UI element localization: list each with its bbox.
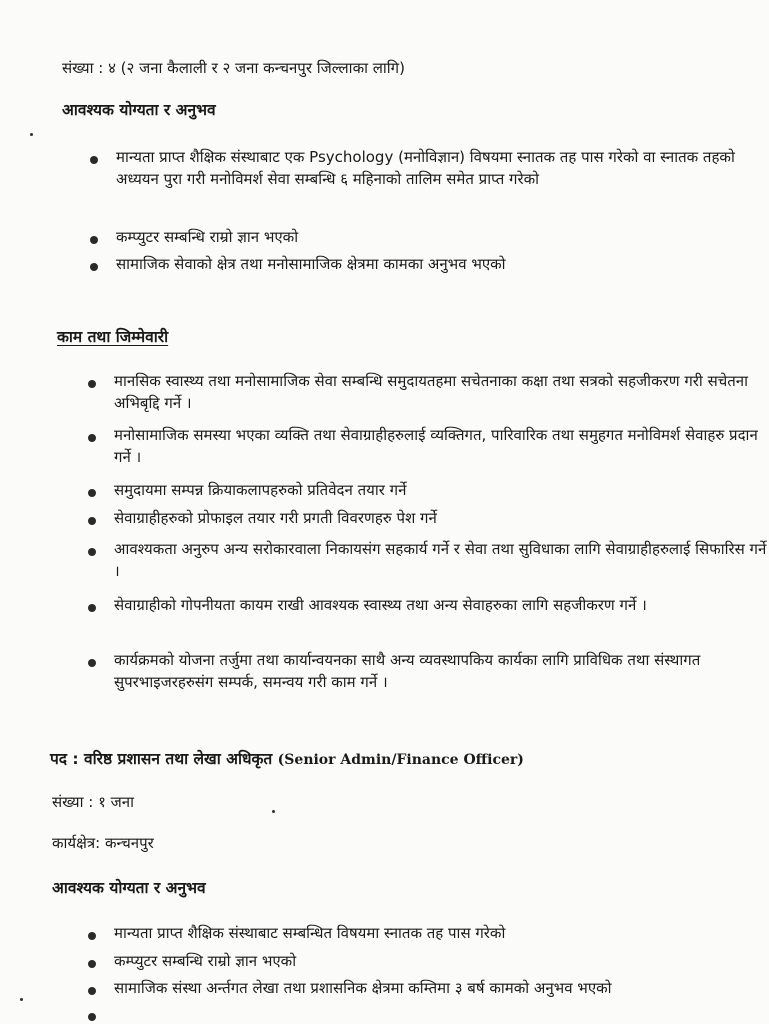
bullet-icon (90, 236, 98, 244)
bullet-icon (90, 263, 98, 271)
list-item: आवश्यकता अनुरुप अन्य सरोकारवाला निकायसंग सहकार्य गर्ने र सेवा तथा सुविधाका लागि सेवाग्राहीहरुलाई सिफारिस गर्ने । (114, 540, 767, 580)
list-item: मान्यता प्राप्त शैक्षिक संस्थाबाट एक Psychology (मनोविज्ञान) विषयमा स्नातक तह पास गरेको वा स्नातक तहको अध्ययन पुरा गरी मनोविमर्श सेवा सम्बन्धि ६ महिनाको तालिम समेत प्राप्त गरेको (116, 148, 735, 188)
bullet-icon (90, 156, 98, 164)
bullet-icon (88, 380, 96, 388)
qualification-heading: आवश्यक योग्यता र अनुभव (62, 101, 216, 119)
qualification-heading: आवश्यक योग्यता र अनुभव (52, 879, 206, 897)
list-item: कार्यक्रमको योजना तर्जुमा तथा कार्यान्वयनका साथै अन्य व्यवस्थापकिय कार्यका लागि प्राविधिक तथा संस्थागत सुपरभाइजरहरुसंग सम्पर्क, समन्वय गरी काम गर्ने । (114, 651, 701, 691)
position-title-en: (Senior Admin/Finance Officer) (277, 752, 524, 768)
position-count-line: संख्या : १ जना (52, 793, 134, 811)
bullet-icon (88, 604, 96, 612)
list-item: समुदायमा सम्पन्न क्रियाकलापहरुको प्रतिवेदन तयार गर्ने (114, 481, 407, 499)
list-item: सामाजिक संस्था अर्न्तगत लेखा तथा प्रशासनिक क्षेत्रमा कम्तिमा ३ बर्ष कामको अनुभव भएको (114, 979, 612, 997)
work-location-line: कार्यक्षेत्र: कन्चनपुर (52, 834, 154, 852)
list-item: सामाजिक सेवाको क्षेत्र तथा मनोसामाजिक क्षेत्रमा कामका अनुभव भएको (116, 255, 506, 273)
position-title (50, 747, 524, 769)
scan-speck (20, 998, 23, 1001)
bullet-icon (88, 659, 96, 667)
scan-speck (30, 133, 33, 136)
list-item: कम्प्युटर सम्बन्धि राम्रो ज्ञान भएको (114, 952, 297, 970)
bullet-icon (88, 548, 96, 556)
bullet-icon (88, 987, 96, 995)
bullet-icon (88, 1013, 96, 1021)
bullet-icon (88, 960, 96, 968)
bullet-icon (88, 517, 96, 525)
duties-heading: काम तथा जिम्मेवारी (57, 328, 169, 346)
bullet-icon (88, 489, 96, 497)
list-item: मनोसामाजिक समस्या भएका व्यक्ति तथा सेवाग्राहीहरुलाई व्यक्तिगत, पारिवारिक तथा समुहगत मनोविमर्श सेवाहरु प्रदान गर्ने । (114, 426, 758, 466)
bullet-icon (88, 434, 96, 442)
bullet-icon (88, 932, 96, 940)
list-item: सेवाग्राहीहरुको प्रोफाइल तयार गरी प्रगती विवरणहरु पेश गर्ने (114, 509, 437, 527)
list-item: कम्प्युटर सम्बन्धि राम्रो ज्ञान भएको (116, 228, 299, 246)
position-title-np: पद : वरिष्ठ प्रशासन तथा लेखा अधिकृत (50, 750, 273, 768)
list-item: मान्यता प्राप्त शैक्षिक संस्थाबाट सम्बन्धित विषयमा स्नातक तह पास गरेको (114, 924, 506, 942)
scan-speck (272, 810, 275, 813)
list-item: सेवाग्राहीको गोपनीयता कायम राखी आवश्यक स्वास्थ्य तथा अन्य सेवाहरुका लागि सहजीकरण गर्ने । (114, 596, 647, 614)
position-count-line: संख्या : ४ (२ जना कैलाली र २ जना कन्चनपुर जिल्लाका लागि) (62, 59, 405, 77)
list-item: मानसिक स्वास्थ्य तथा मनोसामाजिक सेवा सम्बन्धि समुदायतहमा सचेतनाका कक्षा तथा सत्रको सहजीकरण गरी सचेतना अभिबृद्दि गर्ने । (114, 372, 748, 412)
